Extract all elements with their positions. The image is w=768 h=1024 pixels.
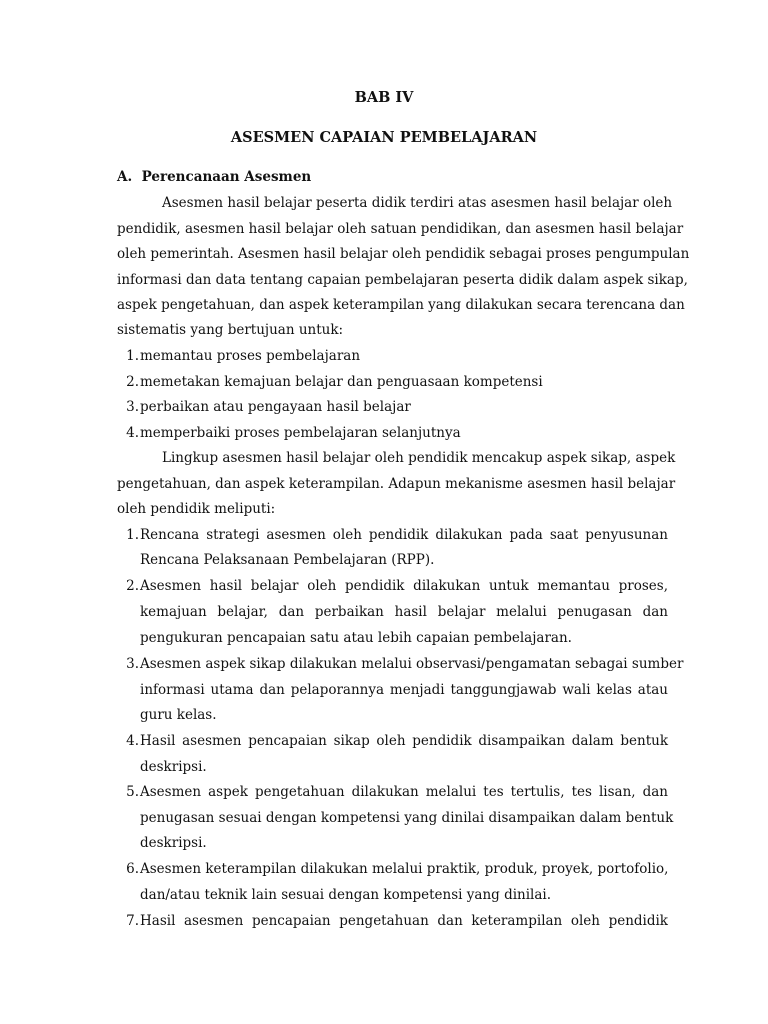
list-item-line: guru kelas. bbox=[140, 707, 217, 723]
list-number: 2. bbox=[126, 578, 139, 594]
list-item-line: Asesmen aspek sikap dilakukan melalui observasi/pengamatan sebagai sumber bbox=[140, 656, 684, 672]
list-item-line: Rencana Pelaksanaan Pembelajaran (RPP). bbox=[140, 552, 435, 568]
list-item-line: Asesmen keterampilan dilakukan melalui praktik, produk, proyek, portofolio, bbox=[140, 861, 669, 877]
list-item-line: informasi utama dan pelaporannya menjadi tanggungjawab wali kelas atau bbox=[140, 682, 668, 698]
list-item-line: Asesmen aspek pengetahuan dilakukan melalui tes tertulis, tes lisan, dan bbox=[140, 784, 668, 800]
paragraph-line: oleh pendidik meliputi: bbox=[117, 501, 276, 517]
list-item: memperbaiki proses pembelajaran selanjutnya bbox=[140, 425, 461, 441]
list-item: perbaikan atau pengayaan hasil belajar bbox=[140, 399, 411, 415]
list-item-line: deskripsi. bbox=[140, 835, 207, 851]
list-item-line: Asesmen hasil belajar oleh pendidik dilakukan untuk memantau proses, bbox=[140, 578, 668, 594]
paragraph-line: pendidik, asesmen hasil belajar oleh satuan pendidikan, dan asesmen hasil belajar bbox=[117, 221, 684, 237]
list-item-line: deskripsi. bbox=[140, 759, 207, 775]
list-item-line: Rencana strategi asesmen oleh pendidik dilakukan pada saat penyusunan bbox=[140, 527, 668, 543]
list-number: 6. bbox=[126, 861, 139, 877]
list-item-line: penugasan sesuai dengan kompetensi yang dinilai disampaikan dalam bentuk bbox=[140, 810, 674, 826]
list-item-line: Hasil asesmen pencapaian sikap oleh pendidik disampaikan dalam bentuk bbox=[140, 733, 668, 749]
list-number: 7. bbox=[126, 913, 139, 929]
paragraph-line: Asesmen hasil belajar peserta didik terdiri atas asesmen hasil belajar oleh bbox=[162, 195, 673, 211]
chapter-heading: BAB IV bbox=[354, 89, 414, 106]
list-number: 2. bbox=[126, 374, 139, 390]
section-heading bbox=[117, 167, 668, 187]
list-item-line: Hasil asesmen pencapaian pengetahuan dan keterampilan oleh pendidik bbox=[140, 913, 668, 929]
list-number: 1. bbox=[126, 348, 139, 364]
list-item-line: dan/atau teknik lain sesuai dengan kompetensi yang dinilai. bbox=[140, 887, 552, 903]
list-number: 4. bbox=[126, 425, 139, 441]
paragraph-line: oleh pemerintah. Asesmen hasil belajar oleh pendidik sebagai proses pengumpulan bbox=[117, 246, 690, 262]
list-item-line: kemajuan belajar, dan perbaikan hasil belajar melalui penugasan dan bbox=[140, 604, 668, 620]
list-number: 1. bbox=[126, 527, 139, 543]
paragraph-line: sistematis yang bertujuan untuk: bbox=[117, 322, 344, 338]
paragraph-line: pengetahuan, dan aspek keterampilan. Adapun mekanisme asesmen hasil belajar bbox=[117, 476, 676, 492]
list-item-line: pengukuran pencapaian satu atau lebih capaian pembelajaran. bbox=[140, 630, 572, 646]
list-number: 3. bbox=[126, 399, 139, 415]
list-number: 3. bbox=[126, 656, 139, 672]
paragraph-line: informasi dan data tentang capaian pembelajaran peserta didik dalam aspek sikap, bbox=[117, 272, 688, 288]
list-number: 5. bbox=[126, 784, 139, 800]
list-item: memantau proses pembelajaran bbox=[140, 348, 361, 364]
section-title: Perencanaan Asesmen bbox=[141, 169, 312, 185]
list-item: memetakan kemajuan belajar dan penguasaan kompetensi bbox=[140, 374, 543, 390]
list-number: 4. bbox=[126, 733, 139, 749]
paragraph-line: Lingkup asesmen hasil belajar oleh pendidik mencakup aspek sikap, aspek bbox=[162, 450, 676, 466]
section-label: A. bbox=[117, 169, 133, 185]
paragraph-line: aspek pengetahuan, dan aspek keterampilan yang dilakukan secara terencana dan bbox=[117, 297, 685, 313]
page-title: ASESMEN CAPAIAN PEMBELAJARAN bbox=[230, 129, 538, 146]
